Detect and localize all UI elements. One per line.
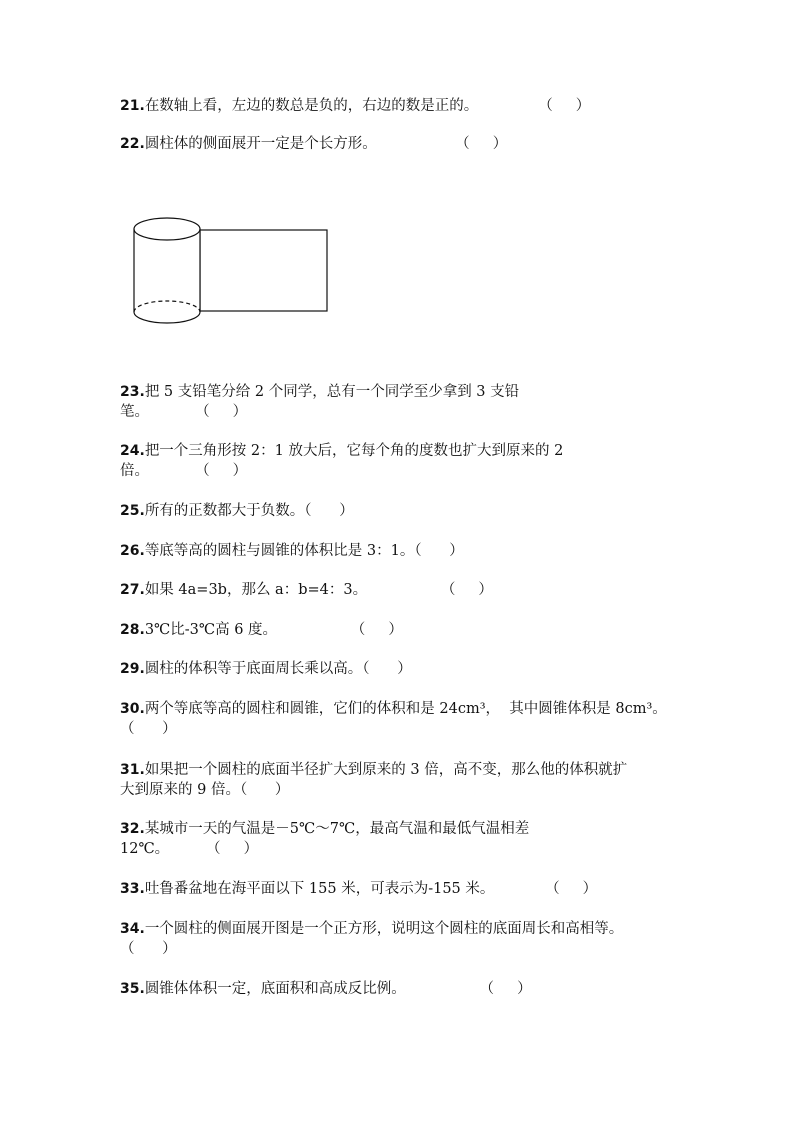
question-24: [120, 441, 693, 481]
question-number: 24.: [120, 443, 145, 459]
question-23: [120, 382, 693, 422]
question-text: 圆柱的体积等于底面周长乘以高。（ ）: [144, 661, 412, 677]
question-number: 23.: [120, 384, 145, 400]
question-number: 22.: [120, 136, 145, 152]
question-text: 把 5 支铅笔分给 2 个同学，总有一个同学至少拿到 3 支铅 笔。 （ ）: [120, 384, 520, 420]
question-34: [120, 919, 753, 959]
question-number: 27.: [120, 582, 145, 598]
question-text: 在数轴上看，左边的数总是负的，右边的数是正的。 （ ）: [144, 98, 591, 114]
question-number: 33.: [120, 881, 145, 897]
question-21: [120, 96, 693, 116]
question-text: 如果把一个圆柱的底面半径扩大到原来的 3 倍，高不变，那么他的体积就扩 大到原来的 9 倍。（ ）: [120, 762, 628, 798]
question-number: 29.: [120, 661, 145, 677]
cylinder-body-fill: [134, 229, 200, 312]
question-26: [120, 541, 693, 561]
question-text: 如果 4a=3b，那么 a：b=4：3。 （ ）: [144, 582, 493, 598]
question-28: [120, 620, 693, 640]
question-text: 等底等高的圆柱与圆锥的体积比是 3：1。（ ）: [144, 543, 464, 559]
question-text: 圆柱体的侧面展开一定是个长方形。 （ ）: [144, 136, 508, 152]
question-number: 28.: [120, 622, 145, 638]
question-27: [120, 580, 693, 600]
question-33: [120, 879, 693, 899]
question-number: 30.: [120, 701, 145, 717]
question-number: 32.: [120, 821, 145, 837]
question-number: 31.: [120, 762, 145, 778]
question-29: [120, 659, 693, 679]
question-32: [120, 819, 693, 859]
question-25: [120, 501, 693, 521]
unrolled-rectangle: [200, 230, 327, 311]
question-text: 把一个三角形按 2：1 放大后，它每个角的度数也扩大到原来的 2 倍。 （ ）: [120, 443, 564, 479]
question-text: 一个圆柱的侧面展开图是一个正方形，说明这个圆柱的底面周长和高相等。 （ ）: [120, 921, 624, 957]
cylinder-bottom-front-arc: [134, 312, 200, 323]
question-text: 所有的正数都大于负数。（ ）: [144, 503, 354, 519]
question-number: 35.: [120, 981, 145, 997]
question-text: 某城市一天的气温是－5℃～7℃，最高气温和最低气温相差 12℃。 （ ）: [120, 821, 530, 857]
cylinder-top-ellipse: [134, 218, 200, 240]
question-text: 吐鲁番盆地在海平面以下 155 米，可表示为-155 米。 （ ）: [144, 881, 598, 897]
question-number: 34.: [120, 921, 145, 937]
cylinder-net-figure: [128, 212, 338, 330]
question-number: 25.: [120, 503, 145, 519]
question-number: 21.: [120, 98, 145, 114]
question-text: 3℃比-3℃高 6 度。 （ ）: [144, 622, 403, 638]
question-text: 两个等底等高的圆柱和圆锥，它们的体积和是 24cm³， 其中圆锥体积是 8cm³。 （ ）: [120, 701, 667, 737]
question-31: [120, 760, 753, 800]
question-22: [120, 134, 693, 154]
question-35: [120, 979, 693, 999]
question-number: 26.: [120, 543, 145, 559]
question-30: [120, 699, 753, 739]
question-text: 圆锥体体积一定，底面积和高成反比例。 （ ）: [144, 981, 532, 997]
